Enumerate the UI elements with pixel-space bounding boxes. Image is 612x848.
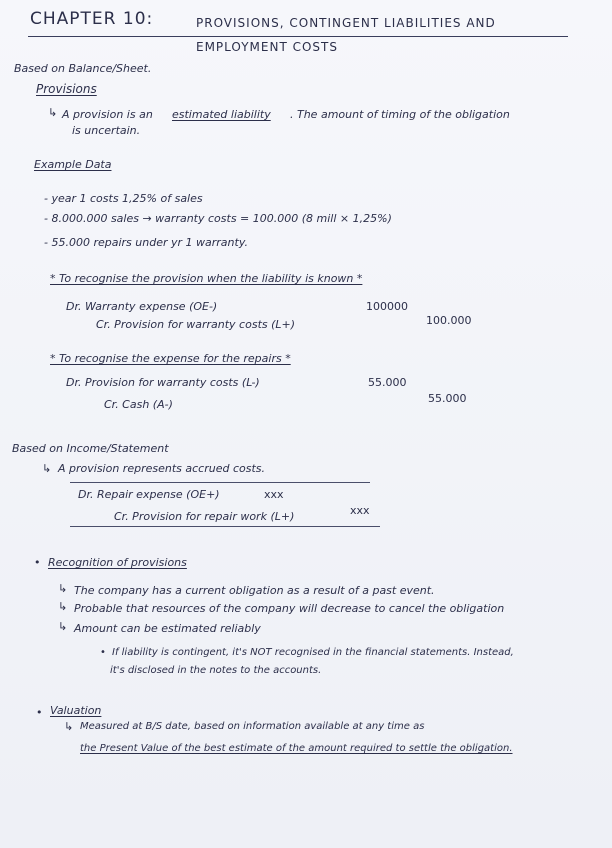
income-debit-amount: xxx [264,488,284,501]
entry2-credit-amount: 55.000 [428,392,467,405]
valuation-line2: the Present Value of the best estimate of the amount required to settle the obligation. [80,743,513,754]
income-statement-heading: Based on Income/Statement [12,442,169,455]
example-line-2: - 8.000.000 sales → warranty costs = 100.000 (8 mill × 1,25%) [44,212,392,225]
example-heading: Example Data [34,158,112,171]
valuation-bullet: • [36,706,43,719]
chapter-number: CHAPTER 10: [30,9,154,29]
recognition-arrow-1-icon: ↳ [58,582,68,595]
valuation-arrow-icon: ↳ [64,720,74,733]
definition-part3: is uncertain. [72,124,141,137]
entry1-credit-amount: 100.000 [426,314,472,327]
chapter-title-line2: EMPLOYMENT COSTS [196,40,338,54]
recognition-note-bullet: • [100,647,106,658]
income-credit-label: Cr. Provision for repair work (L+) [114,510,295,523]
entry2-credit-label: Cr. Cash (A-) [104,398,173,411]
entry2-debit-amount: 55.000 [368,376,407,389]
valuation-heading: Valuation [50,704,102,717]
income-definition: A provision represents accrued costs. [58,462,266,475]
recognition-item-2: Probable that resources of the company will decrease to cancel the obligation [74,602,505,615]
definition-part2: . The amount of timing of the obligation [290,108,510,121]
income-arrow-icon: ↳ [42,462,52,475]
recognition-heading: Recognition of provisions [48,556,187,569]
entry2-debit-label: Dr. Provision for warranty costs (L-) [66,376,260,389]
recognition-item-1: The company has a current obligation as a result of a past event. [74,584,435,597]
recognition-arrow-2-icon: ↳ [58,600,68,613]
chapter-title-line1: PROVISIONS, CONTINGENT LIABILITIES AND [196,16,496,30]
entry1-debit-label: Dr. Warranty expense (OE-) [66,300,218,313]
title-underline [28,36,568,37]
recognition-item-3: Amount can be estimated reliably [74,622,261,635]
income-debit-label: Dr. Repair expense (OE+) [78,488,220,501]
example-line-1: - year 1 costs 1,25% of sales [44,192,203,205]
definition-arrow-icon: ↳ [48,106,58,119]
definition-key: estimated liability [172,108,271,121]
recognition-bullet: • [34,556,41,569]
entry1-credit-label: Cr. Provision for warranty costs (L+) [96,318,296,331]
entry1-debit-amount: 100000 [366,300,408,313]
recognition-note-line2: it's disclosed in the notes to the accounts. [110,665,322,676]
example-line-3: - 55.000 repairs under yr 1 warranty. [44,236,248,249]
balance-sheet-heading: Based on Balance/Sheet. [14,62,152,75]
entry1-heading: * To recognise the provision when the liability is known * [50,272,363,285]
journal-box-bottom [70,526,380,527]
recognition-arrow-3-icon: ↳ [58,620,68,633]
entry2-heading: * To recognise the expense for the repairs * [50,352,291,365]
valuation-line1: Measured at B/S date, based on information available at any time as [80,721,425,732]
provisions-subheading: Provisions [36,82,97,96]
income-credit-amount: xxx [350,504,370,517]
recognition-note-line1: If liability is contingent, it's NOT recognised in the financial statements. Instead, [112,647,514,658]
journal-box-top [70,482,370,483]
definition-part1: A provision is an [62,108,153,121]
